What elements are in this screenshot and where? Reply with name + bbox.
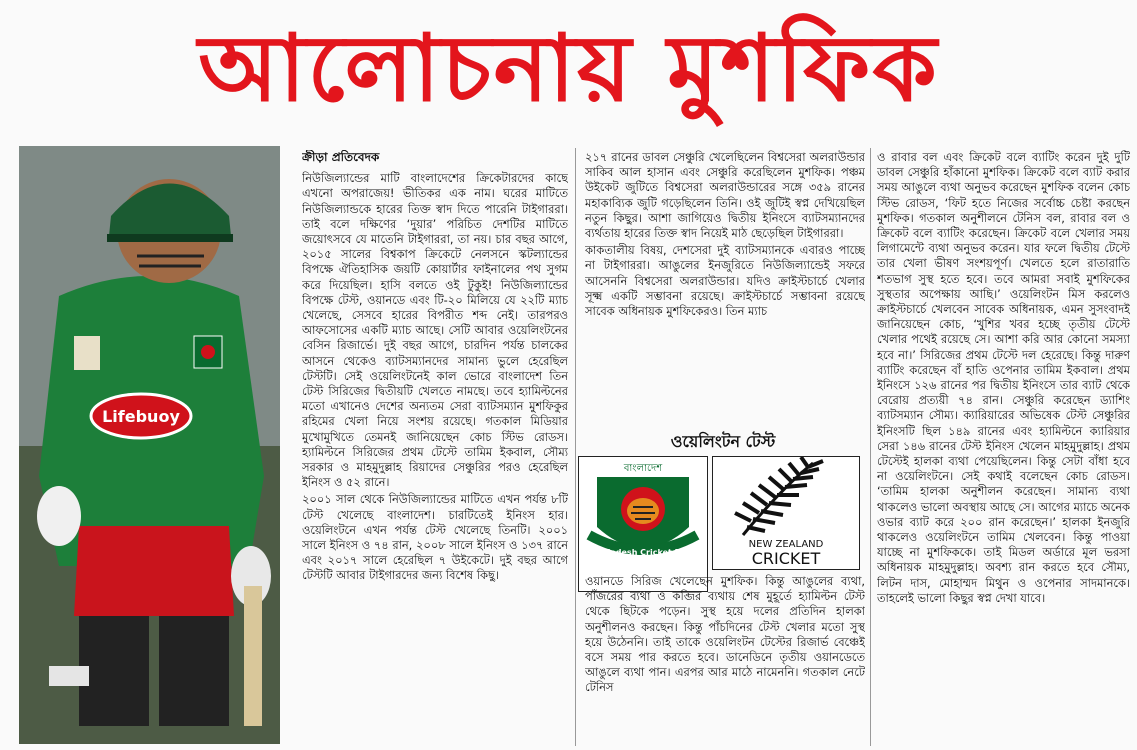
paragraph: নিউজিল্যান্ডের মাটি বাংলাদেশের ক্রিকেটারদের কাছে এখনো অপরাজেয়! ভীতিকর এক নাম। ঘরের মাটিতে নিউজিল্যান্ডকে হারের তিক্ত স্বাদ দিতে পারেনি টাইগাররা। তাই বলে দক্ষিণের ‘দুয়ার’ পরিচিত দেশটির মাটিতে জয়োৎসবে যে মাতেনি টাইগাররা, তা নয়। চার বছর আগে, ২০১৫ সালের বিশ্বকাপ ক্রিকেটে নেলসনে স্কটল্যান্ডের বিপক্ষে ঐতিহাসিক জয়টি কোয়ার্টার ফাইনালের পথ সুগম করে দিয়েছিল। হাসি বলতে ওই টুকুই! নিউজিল্যান্ডের বিপক্ষে টেস্ট, ওয়ানডে এবং টি-২০ মিলিয়ে যে ২২টি ম্যাচ খেলেছে, সেসবে হারের বিপরীত শব্দ নেই। তারপরও আফসোসের একটি ম্যাচ আছে। সেটি আবার ওয়েলিংটনের বেসিন রিজার্ভে। দুই বছর আগে, চারদিন পর্যন্ত চালকের আসনে থেকেও ব্যাটসম্যানদের সামান্য ভুলে হেরেছিল টেস্টটি। সেই ওয়েলিংটনেই কাল ভোরে বাংলাদেশ তিন টেস্ট সিরিজের দ্বিতীয়টি খেলতে নামছে। তবে হ্যামিল্টনের মতো এখানেও দেশের অন্যতম সেরা ব্যাটসম্যান মুশফিকুর রহিমের খেলা নিয়ে সংশয় রয়েছে। গতকাল মিডিয়ার মুখোমুখিতে তেমনই জানিয়েছেন কোচ স্টিভ রোডস। হ্যামিল্টনে সিরিজের প্রথম টেস্টে তামিম ইকবাল, সৌম্য সরকার ও মাহমুদুল্লাহ রিয়াদের সেঞ্চুরির পরও হেরেছিল ইনিংস ও ৫২ রানে। [302, 171, 568, 490]
bcb-logo-icon [579, 457, 707, 569]
player-photo-illustration [19, 146, 280, 744]
column-divider [870, 148, 871, 746]
bcb-logo-ring-text: Bangladesh Cricket Board [584, 548, 702, 557]
nz-logo-line1: NEW ZEALAND [748, 539, 824, 550]
headline: আলোচনায় মুশফিক [198, 15, 939, 122]
article-column-2-continued [585, 574, 865, 746]
paragraph: ২১৭ রানের ডাবল সেঞ্চুরি খেলেছিলেন বিশ্বসেরা অলরাউন্ডার সাকিব আল হাসান এবং সেঞ্চুরি করেছিলেন মুশফিক। পঞ্চম উইকেট জুটিতে বিশ্বসেরা অলরাউন্ডারের সঙ্গে ৩৫৯ রানের মহাকাব্যিক জুটি গড়েছিলেন তিনি। ওই জুটিই স্বপ্ন দেখিয়েছিল নতুন কিছুর। আশা জাগিয়েও দ্বিতীয় ইনিংসে ব্যাটসম্যানদের ব্যর্থতায় হারের তিক্ত স্বাদ নিয়েই মাঠ ছেড়েছিল টাইগাররা। [585, 150, 865, 241]
article-column-1 [302, 150, 568, 746]
nz-logo-line2: CRICKET [751, 549, 821, 568]
byline: ক্রীড়া প্রতিবেদক [302, 150, 380, 164]
paragraph: ২০০১ সাল থেকে নিউজিল্যান্ডের মাটিতে এখন পর্যন্ত ৮টি টেস্ট খেলেছে বাংলাদেশ। চারটিতেই ইনিংস হার। ওয়েলিংটনে এখন পর্যন্ত টেস্ট খেলেছে তিনটি। ২০০১ সালে ইনিংস ও ৭৪ রান, ২০০৮ সালে ইনিংস ও ১৩৭ রানে এবং ২০১৭ সালে হেরেছিল ৭ উইকেটে। দুই বছর আগে টেস্টটি আবার টাইগারদের জন্য বিশেষ কিছু। [302, 492, 568, 583]
new-zealand-cricket-logo [712, 456, 860, 570]
box-title: ওয়েলিংটন টেস্ট [670, 432, 776, 451]
paragraph: কাকতালীয় বিষয়, দেশসেরা দুই ব্যাটসম্যানকে এবারও পাচ্ছে না টাইগাররা। আঙুলের ইনজুরিতে নিউজিল্যান্ডেই সফরে আসেননি বিশ্বসেরা অলরাউন্ডার। যদিও ক্রাইস্টচার্চে খেলার সূক্ষ্ম একটি সম্ভাবনা রয়েছে। ক্রাইস্টচার্চে সম্ভাবনা রয়েছে সাবেক অধিনায়ক মুশফিকেরও। তিন ম্যাচ [585, 243, 865, 319]
sponsor-text: Lifebuoy [102, 407, 180, 426]
wellington-test-box [578, 430, 868, 570]
paragraph: ওয়ানডে সিরিজ খেলেছেন মুশফিক। কিন্তু আঙুলের ব্যথা, পাঁজরের ব্যথা ও কব্জির ব্যথায় শেষ মুহূর্তে হ্যামিল্টন টেস্ট থেকে ছিটকে পড়েন। সুস্থ হয়ে দলের প্রতিদিন হালকা অনুশীলনও করছেন। কিন্তু পাঁচদিনের টেস্ট খেলার মতো সুস্থ হয়ে উঠেননি। তাই তাকে ওয়েলিংটন টেস্টের রিজার্ভ বেঞ্চেই বসে সময় পার করতে হবে। ডানেডিনে তৃতীয় ওয়ানডেতে আঙুলে ব্যথা পান। এরপর আর মাঠে নামেননি। গতকাল নেটে টেনিস [585, 574, 865, 695]
article-column-3 [877, 150, 1130, 746]
paragraph: ও রাবার বল এবং ক্রিকেট বলে ব্যাটিং করেন দুই দুটি ডাবল সেঞ্চুরি হাঁকানো মুশফিক। ক্রিকেট বলে ব্যাট করার সময় আঙুলে ব্যথা অনুভব করেছেন মুশফিক বলেন কোচ স্টিভ রোডস, ‘ফিট হতে নিজের সর্বোচ্চ চেষ্টা করছেন মুশফিক। গতকাল অনুশীলনে টেনিস বল, রাবার বল ও ক্রিকেট বলে ব্যাটিং করেছেন। ক্রিকেট বলে খেলার সময় লিগামেন্টে ব্যথা অনুভব করেন। যার ফলে দ্বিতীয় টেস্টে তার খেলা ভীষণ সংশয়পূর্ণ। খেলতে হলে রাতারাতি শতভাগ সুস্থ হতে হবে। তবে আমরা সবাই মুশফিকের সুস্থতার অপেক্ষায় আছি।’ ওয়েলিংটন মিস করলেও ক্রাইস্টচার্চে খেলবেন সাবেক অধিনায়ক, এমন সুসংবাদই জানিয়েছেন কোচ, ‘খুশির খবর হচ্ছে তৃতীয় টেস্টে খেলার পথেই রয়েছে সে। আশা করি আর কোনো সমস্যা হবে না।’ সিরিজের প্রথম টেস্টে দল হেরেছে। কিন্তু দারুণ ব্যাটিং করেছেন বাঁ হাতি ওপেনার তামিম ইকবাল। প্রথম ইনিংসে ১২৬ রানের পর দ্বিতীয় ইনিংসে তার ব্যাট থেকে বেরোয় প্রত্যয়ী ৭৪ রান। সেঞ্চুরি করেছেন ড্যাশিং ব্যাটসম্যান সৌম্য। ক্যারিয়ারের অভিষেক টেস্ট সেঞ্চুরির ইনিংসটি ছিল ১৪৯ রানের এবং হ্যামিল্টনে ক্যারিয়ার সেরা ১৪৬ রানের টেস্ট ইনিংস খেলেন মাহমুদুল্লাহ। প্রথম টেস্টেই হালকা ব্যথা পেয়েছিলেন। কিন্তু সেটা বাঁধা হবে না ওয়েলিংটনে। সেই কথাই বলেছেন কোচ রোডস। ‘তামিম হালকা অনুশীলন করেছেন। সামান্য ব্যথা থাকলেও ভালো অবস্থায় আছে সে। আগের ম্যাচে অনেক ওভার ব্যাট করে ২০০ রান করেছেন।’ হালকা ইনজুরি থাকলেও ওয়েলিংটনে তামিম খেলবেন। কিন্তু পাওয়া যাচ্ছে না মুশফিককে। তাই মিডল অর্ডারে মূল ভরসা অধিনায়ক মাহমুদুল্লাহ। অবশ্য রান করতে হবে সৌম্য, লিটন দাস, মোহাম্মদ মিথুন ও ওপেনার সাদমানকে। তাহলেই ভালো কিছুর স্বপ্ন দেখা যাবে। [877, 150, 1130, 605]
player-photo [19, 146, 280, 744]
silver-fern-icon [713, 457, 859, 569]
article-column-2 [585, 150, 865, 422]
bcb-logo-top-text: বাংলাদেশ [623, 463, 663, 474]
column-divider [575, 148, 576, 746]
bangladesh-cricket-board-logo [578, 456, 708, 592]
